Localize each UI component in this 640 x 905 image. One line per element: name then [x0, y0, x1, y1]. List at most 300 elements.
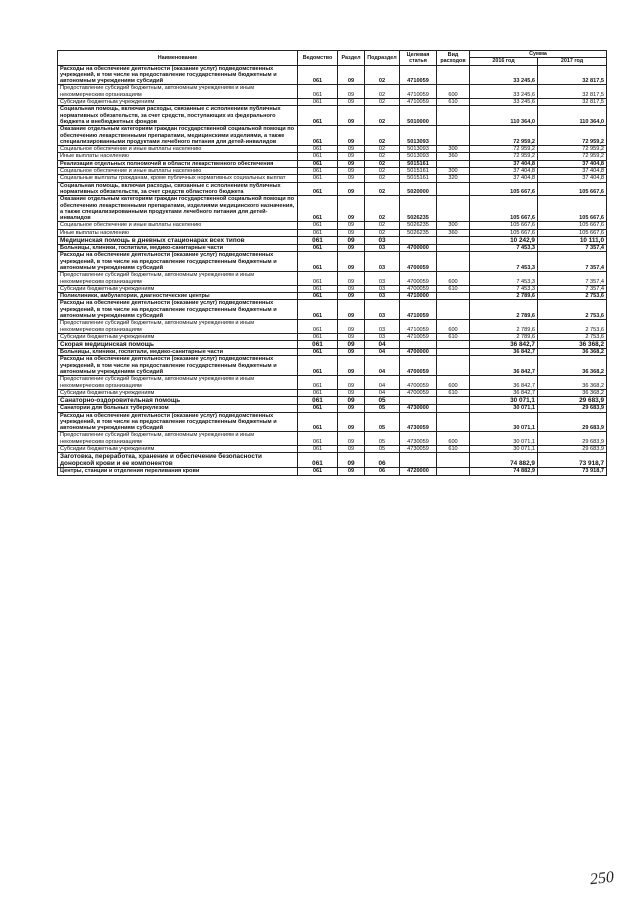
cell-statya: 4700059: [400, 285, 437, 292]
budget-table: [57, 50, 607, 476]
cell-podrazdel: 02: [365, 65, 400, 85]
cell-vid: [437, 160, 470, 167]
header-vedomstvo: Ведомство: [298, 51, 338, 66]
cell-statya: 4700059: [400, 356, 437, 376]
cell-vedomstvo: 061: [298, 356, 338, 376]
cell-podrazdel: 03: [365, 237, 400, 245]
cell-vid: 300: [437, 168, 470, 175]
cell-podrazdel: 02: [365, 146, 400, 153]
table-row: [58, 356, 607, 376]
cell-sum-2016: 7 453,3: [470, 272, 538, 286]
cell-podrazdel: 04: [365, 356, 400, 376]
cell-razdel: 09: [338, 222, 365, 229]
cell-name: Предоставление субсидий бюджетным, автономным учреждениям и иным некоммерческим организациям: [58, 376, 298, 390]
cell-sum-2017: 7 357,4: [538, 272, 607, 286]
cell-podrazdel: 03: [365, 285, 400, 292]
cell-sum-2017: 10 111,0: [538, 237, 607, 245]
table-row: [58, 65, 607, 85]
table-row: [58, 405, 607, 412]
cell-razdel: 09: [338, 412, 365, 432]
table-row: [58, 222, 607, 229]
cell-statya: 4700000: [400, 245, 437, 252]
cell-name: Расходы на обеспечение деятельности (оказание услуг) подведомственных учреждений, в том числе на предоставление государственным бюджетным и автономным учреждениям субсидий: [58, 356, 298, 376]
cell-podrazdel: 05: [365, 405, 400, 412]
table-row: [58, 349, 607, 356]
cell-vid: [437, 453, 470, 468]
table-row: [58, 389, 607, 396]
table-row: [58, 333, 607, 340]
cell-name: Социальное обеспечение и иные выплаты населению: [58, 222, 298, 229]
cell-vid: [437, 293, 470, 300]
cell-vedomstvo: 061: [298, 126, 338, 146]
cell-sum-2016: 37 404,8: [470, 160, 538, 167]
table-row: [58, 320, 607, 334]
cell-sum-2016: 30 071,1: [470, 405, 538, 412]
table-row: [58, 252, 607, 272]
cell-razdel: 09: [338, 397, 365, 405]
cell-statya: 5013093: [400, 146, 437, 153]
cell-statya: 5013093: [400, 153, 437, 160]
table-row: [58, 293, 607, 300]
cell-vedomstvo: 061: [298, 252, 338, 272]
cell-sum-2017: 29 683,9: [538, 432, 607, 446]
cell-razdel: 09: [338, 65, 365, 85]
table-row: [58, 237, 607, 245]
cell-sum-2016: 105 667,6: [470, 229, 538, 236]
cell-sum-2017: 37 404,8: [538, 160, 607, 167]
table-row: [58, 99, 607, 106]
cell-razdel: 09: [338, 272, 365, 286]
cell-sum-2016: 72 959,2: [470, 126, 538, 146]
cell-statya: 5026235: [400, 229, 437, 236]
cell-statya: 4730000: [400, 405, 437, 412]
cell-sum-2017: 72 959,2: [538, 153, 607, 160]
cell-vedomstvo: 061: [298, 182, 338, 196]
cell-vedomstvo: 061: [298, 196, 338, 222]
cell-vedomstvo: 061: [298, 175, 338, 182]
cell-name: Больницы, клиники, госпитали, медико-санитарные части: [58, 245, 298, 252]
cell-name: Расходы на обеспечение деятельности (оказание услуг) подведомственных учреждений, в том числе на предоставление государственным бюджетным и автономным учреждениям субсидий: [58, 252, 298, 272]
cell-sum-2017: 29 683,9: [538, 405, 607, 412]
cell-podrazdel: 06: [365, 468, 400, 475]
cell-sum-2016: 30 071,1: [470, 397, 538, 405]
cell-vid: [437, 300, 470, 320]
table-body: [58, 65, 607, 475]
cell-statya: 5026235: [400, 222, 437, 229]
cell-statya: 5010000: [400, 106, 437, 126]
cell-sum-2017: 105 667,6: [538, 182, 607, 196]
cell-name: Расходы на обеспечение деятельности (оказание услуг) подведомственных учреждений, в том числе на предоставление государственным бюджетным и автономным учреждениям субсидий: [58, 412, 298, 432]
cell-podrazdel: 02: [365, 182, 400, 196]
header-podrazdel: Подраздел: [365, 51, 400, 66]
cell-razdel: 09: [338, 126, 365, 146]
cell-statya: 4730059: [400, 432, 437, 446]
cell-statya: 4730059: [400, 412, 437, 432]
cell-vedomstvo: 061: [298, 106, 338, 126]
cell-podrazdel: 03: [365, 300, 400, 320]
cell-razdel: 09: [338, 320, 365, 334]
cell-podrazdel: 03: [365, 245, 400, 252]
cell-name: Социальное обеспечение и иные выплаты населению: [58, 168, 298, 175]
cell-vedomstvo: 061: [298, 453, 338, 468]
cell-statya: 4700059: [400, 389, 437, 396]
table-row: [58, 412, 607, 432]
cell-statya: 4730059: [400, 446, 437, 453]
cell-sum-2016: 2 789,6: [470, 293, 538, 300]
cell-name: Субсидии бюджетным учреждениям: [58, 99, 298, 106]
cell-sum-2016: 36 842,7: [470, 389, 538, 396]
cell-vid: [437, 237, 470, 245]
cell-razdel: 09: [338, 468, 365, 475]
cell-sum-2017: 32 817,5: [538, 65, 607, 85]
cell-vedomstvo: 061: [298, 405, 338, 412]
cell-name: Санатории для больных туберкулезом: [58, 405, 298, 412]
page-number: 250: [589, 868, 615, 889]
cell-vid: 600: [437, 85, 470, 99]
cell-razdel: 09: [338, 341, 365, 349]
cell-statya: 4720000: [400, 468, 437, 475]
cell-sum-2017: 36 368,2: [538, 376, 607, 390]
cell-vedomstvo: 061: [298, 285, 338, 292]
cell-sum-2016: 30 071,1: [470, 446, 538, 453]
cell-vid: [437, 349, 470, 356]
table-row: [58, 175, 607, 182]
table-row: [58, 468, 607, 475]
cell-name: Центры, станции и отделения переливания крови: [58, 468, 298, 475]
cell-podrazdel: 03: [365, 293, 400, 300]
table-row: [58, 229, 607, 236]
table-row: [58, 182, 607, 196]
table-row: [58, 376, 607, 390]
cell-razdel: 09: [338, 99, 365, 106]
cell-name: Медицинская помощь в дневных стационарах всех типов: [58, 237, 298, 245]
cell-vid: 610: [437, 285, 470, 292]
cell-statya: 4710059: [400, 333, 437, 340]
table-row: [58, 300, 607, 320]
cell-vid: 600: [437, 376, 470, 390]
cell-vedomstvo: 061: [298, 397, 338, 405]
header-vid: Вид расходов: [437, 51, 470, 66]
cell-sum-2016: 105 667,6: [470, 196, 538, 222]
cell-sum-2016: 105 667,6: [470, 182, 538, 196]
cell-vedomstvo: 061: [298, 446, 338, 453]
cell-name: Социальная помощь, включая расходы, связанные с исполнением публичных нормативных обязательств, за счет средств областного бюджета: [58, 182, 298, 196]
cell-podrazdel: 02: [365, 168, 400, 175]
cell-vid: 300: [437, 222, 470, 229]
cell-sum-2016: 33 245,6: [470, 99, 538, 106]
cell-name: Субсидии бюджетным учреждениям: [58, 333, 298, 340]
cell-name: Предоставление субсидий бюджетным, автономным учреждениям и иным некоммерческим организациям: [58, 320, 298, 334]
cell-sum-2016: 2 789,6: [470, 333, 538, 340]
cell-vid: [437, 468, 470, 475]
cell-podrazdel: 02: [365, 153, 400, 160]
cell-vid: [437, 196, 470, 222]
cell-name: Оказание отдельным категориям граждан государственной социальной помощи по обеспечению лекарственными препаратами, медицинскими изделиями, а также специализированными продуктами лечебного питания для детей-инвалидов: [58, 126, 298, 146]
cell-razdel: 09: [338, 356, 365, 376]
cell-vid: 600: [437, 432, 470, 446]
cell-name: Скорая медицинская помощь: [58, 341, 298, 349]
cell-razdel: 09: [338, 175, 365, 182]
cell-podrazdel: 03: [365, 333, 400, 340]
header-2016: 2016 год: [470, 58, 538, 65]
cell-vedomstvo: 061: [298, 153, 338, 160]
cell-razdel: 09: [338, 446, 365, 453]
cell-statya: 4710059: [400, 300, 437, 320]
cell-sum-2017: 36 368,2: [538, 389, 607, 396]
cell-razdel: 09: [338, 293, 365, 300]
cell-name: Расходы на обеспечение деятельности (оказание услуг) подведомственных учреждений, в том числе на предоставление государственным бюджетным и автономным учреждениям субсидий: [58, 300, 298, 320]
cell-statya: [400, 237, 437, 245]
cell-razdel: 09: [338, 245, 365, 252]
cell-vedomstvo: 061: [298, 376, 338, 390]
cell-sum-2017: 37 404,8: [538, 175, 607, 182]
cell-podrazdel: 03: [365, 272, 400, 286]
table-row: [58, 106, 607, 126]
cell-sum-2017: 32 817,5: [538, 99, 607, 106]
cell-statya: 4700059: [400, 272, 437, 286]
cell-podrazdel: 02: [365, 196, 400, 222]
cell-sum-2017: 72 959,2: [538, 146, 607, 153]
cell-name: Субсидии бюджетным учреждениям: [58, 285, 298, 292]
cell-razdel: 09: [338, 405, 365, 412]
cell-name: Социальная помощь, включая расходы, связанные с исполнением публичных нормативных обязательств, за счет средств, поступающих из федерального бюджета и внебюджетных фондов: [58, 106, 298, 126]
cell-sum-2016: 7 453,3: [470, 252, 538, 272]
cell-podrazdel: 04: [365, 341, 400, 349]
cell-sum-2016: 36 842,7: [470, 341, 538, 349]
cell-razdel: 09: [338, 389, 365, 396]
cell-vid: [437, 182, 470, 196]
cell-sum-2017: 37 404,8: [538, 168, 607, 175]
cell-statya: 5026235: [400, 196, 437, 222]
cell-vedomstvo: 061: [298, 272, 338, 286]
cell-podrazdel: 02: [365, 126, 400, 146]
cell-statya: 4700000: [400, 349, 437, 356]
cell-sum-2016: 110 364,0: [470, 106, 538, 126]
cell-vid: 610: [437, 333, 470, 340]
cell-razdel: 09: [338, 153, 365, 160]
cell-razdel: 09: [338, 333, 365, 340]
cell-sum-2017: 72 959,2: [538, 126, 607, 146]
header-name: Наименование: [58, 51, 298, 66]
cell-razdel: 09: [338, 376, 365, 390]
cell-podrazdel: 02: [365, 222, 400, 229]
cell-sum-2017: 29 683,9: [538, 412, 607, 432]
cell-statya: 4710059: [400, 65, 437, 85]
cell-statya: [400, 397, 437, 405]
cell-sum-2017: 36 368,2: [538, 356, 607, 376]
cell-statya: 4700059: [400, 376, 437, 390]
cell-sum-2017: 7 357,4: [538, 285, 607, 292]
cell-vid: 610: [437, 99, 470, 106]
cell-vid: [437, 412, 470, 432]
cell-vedomstvo: 061: [298, 168, 338, 175]
cell-razdel: 09: [338, 285, 365, 292]
cell-podrazdel: 05: [365, 397, 400, 405]
table-row: [58, 272, 607, 286]
cell-vedomstvo: 061: [298, 468, 338, 475]
cell-sum-2016: 7 453,3: [470, 285, 538, 292]
cell-razdel: 09: [338, 229, 365, 236]
cell-sum-2016: 36 842,7: [470, 356, 538, 376]
cell-vid: [437, 341, 470, 349]
cell-vid: 610: [437, 389, 470, 396]
cell-sum-2017: 7 357,4: [538, 252, 607, 272]
cell-razdel: 09: [338, 196, 365, 222]
cell-sum-2017: 73 918,7: [538, 468, 607, 475]
cell-name: Субсидии бюджетным учреждениям: [58, 389, 298, 396]
cell-podrazdel: 02: [365, 85, 400, 99]
cell-name: Предоставление субсидий бюджетным, автономным учреждениям и иным некоммерческим организациям: [58, 432, 298, 446]
cell-vedomstvo: 061: [298, 146, 338, 153]
cell-razdel: 09: [338, 168, 365, 175]
cell-podrazdel: 04: [365, 376, 400, 390]
cell-vedomstvo: 061: [298, 245, 338, 252]
cell-vid: 600: [437, 320, 470, 334]
cell-razdel: 09: [338, 237, 365, 245]
cell-statya: [400, 341, 437, 349]
cell-podrazdel: 02: [365, 229, 400, 236]
cell-vedomstvo: 061: [298, 229, 338, 236]
header-statya: Целевая статья: [400, 51, 437, 66]
cell-razdel: 09: [338, 182, 365, 196]
cell-vid: 300: [437, 146, 470, 153]
cell-vid: [437, 65, 470, 85]
cell-sum-2017: 2 753,6: [538, 293, 607, 300]
table-row: [58, 146, 607, 153]
cell-name: Реализация отдельных полномочий в области лекарственного обеспечения: [58, 160, 298, 167]
cell-name: Предоставление субсидий бюджетным, автономным учреждениям и иным некоммерческим организациям: [58, 272, 298, 286]
table-row: [58, 453, 607, 468]
cell-podrazdel: 03: [365, 320, 400, 334]
cell-podrazdel: 02: [365, 175, 400, 182]
cell-vedomstvo: 061: [298, 341, 338, 349]
cell-sum-2016: 74 882,9: [470, 453, 538, 468]
cell-razdel: 09: [338, 106, 365, 126]
cell-podrazdel: 05: [365, 432, 400, 446]
cell-podrazdel: 03: [365, 252, 400, 272]
cell-statya: [400, 453, 437, 468]
header-2017: 2017 год: [538, 58, 607, 65]
cell-sum-2017: 105 667,6: [538, 196, 607, 222]
cell-razdel: 09: [338, 160, 365, 167]
cell-vedomstvo: 061: [298, 349, 338, 356]
cell-sum-2016: 10 242,9: [470, 237, 538, 245]
cell-sum-2017: 2 753,6: [538, 320, 607, 334]
cell-vedomstvo: 061: [298, 320, 338, 334]
cell-name: Расходы на обеспечение деятельности (оказание услуг) подведомственных учреждений, в том числе на предоставление государственным бюджетным и автономным учреждениям субсидий: [58, 65, 298, 85]
cell-razdel: 09: [338, 146, 365, 153]
cell-vid: [437, 245, 470, 252]
table-row: [58, 126, 607, 146]
cell-name: Больницы, клиники, госпитали, медико-санитарные части: [58, 349, 298, 356]
table-row: [58, 168, 607, 175]
cell-vid: [437, 252, 470, 272]
cell-vid: 600: [437, 272, 470, 286]
cell-vedomstvo: 061: [298, 432, 338, 446]
cell-sum-2016: 30 071,1: [470, 412, 538, 432]
cell-razdel: 09: [338, 300, 365, 320]
cell-razdel: 09: [338, 349, 365, 356]
cell-vedomstvo: 061: [298, 85, 338, 99]
cell-vedomstvo: 061: [298, 293, 338, 300]
table-row: [58, 341, 607, 349]
cell-vid: 610: [437, 446, 470, 453]
cell-vid: 320: [437, 175, 470, 182]
cell-vedomstvo: 061: [298, 65, 338, 85]
table-row: [58, 397, 607, 405]
cell-sum-2017: 2 753,6: [538, 300, 607, 320]
cell-sum-2017: 73 918,7: [538, 453, 607, 468]
cell-sum-2017: 32 817,5: [538, 85, 607, 99]
table-row: [58, 245, 607, 252]
cell-sum-2017: 36 368,2: [538, 349, 607, 356]
cell-sum-2016: 72 959,2: [470, 146, 538, 153]
cell-name: Заготовка, переработка, хранение и обеспечение безопасности донорской крови и ее компонентов: [58, 453, 298, 468]
table-row: [58, 196, 607, 222]
cell-podrazdel: 02: [365, 106, 400, 126]
table-row: [58, 285, 607, 292]
cell-sum-2016: 36 842,7: [470, 349, 538, 356]
cell-statya: 5013093: [400, 126, 437, 146]
cell-vedomstvo: 061: [298, 389, 338, 396]
cell-sum-2016: 33 245,6: [470, 65, 538, 85]
cell-sum-2017: 2 753,6: [538, 333, 607, 340]
cell-sum-2017: 110 364,0: [538, 106, 607, 126]
cell-sum-2016: 37 404,8: [470, 175, 538, 182]
table-row: [58, 85, 607, 99]
cell-statya: 4710059: [400, 85, 437, 99]
cell-sum-2016: 74 882,9: [470, 468, 538, 475]
header-razdel: Раздел: [338, 51, 365, 66]
cell-podrazdel: 05: [365, 412, 400, 432]
cell-statya: 5015161: [400, 175, 437, 182]
cell-name: Субсидии бюджетным учреждениям: [58, 446, 298, 453]
cell-vid: [437, 106, 470, 126]
cell-name: Социальные выплаты гражданам, кроме публичных нормативных социальных выплат: [58, 175, 298, 182]
cell-statya: 4710059: [400, 320, 437, 334]
header-summa: Сумма: [470, 51, 607, 58]
cell-sum-2016: 2 789,6: [470, 320, 538, 334]
cell-name: Иные выплаты населению: [58, 229, 298, 236]
cell-statya: 5020000: [400, 182, 437, 196]
cell-sum-2016: 33 245,6: [470, 85, 538, 99]
cell-podrazdel: 05: [365, 446, 400, 453]
cell-sum-2017: 105 667,6: [538, 229, 607, 236]
cell-razdel: 09: [338, 85, 365, 99]
cell-sum-2016: 36 842,7: [470, 376, 538, 390]
cell-podrazdel: 06: [365, 453, 400, 468]
cell-sum-2016: 30 071,1: [470, 432, 538, 446]
cell-vedomstvo: 061: [298, 222, 338, 229]
cell-vid: 360: [437, 229, 470, 236]
cell-vid: [437, 126, 470, 146]
cell-sum-2016: 2 789,6: [470, 300, 538, 320]
cell-podrazdel: 02: [365, 99, 400, 106]
cell-sum-2016: 7 453,3: [470, 245, 538, 252]
cell-name: Оказание отдельным категориям граждан государственной социальной помощи по обеспечению лекарственными препаратами, изделиями медицинского назначения, а также специализированными продуктами лечебного питания для детей-инвалидов: [58, 196, 298, 222]
cell-razdel: 09: [338, 453, 365, 468]
cell-sum-2016: 72 959,2: [470, 153, 538, 160]
cell-vid: [437, 356, 470, 376]
cell-sum-2017: 7 357,4: [538, 245, 607, 252]
cell-podrazdel: 04: [365, 389, 400, 396]
cell-sum-2017: 36 368,2: [538, 341, 607, 349]
cell-vid: [437, 405, 470, 412]
cell-name: Иные выплаты населению: [58, 153, 298, 160]
table-header: [58, 51, 607, 66]
cell-vedomstvo: 061: [298, 300, 338, 320]
cell-statya: 5015161: [400, 168, 437, 175]
